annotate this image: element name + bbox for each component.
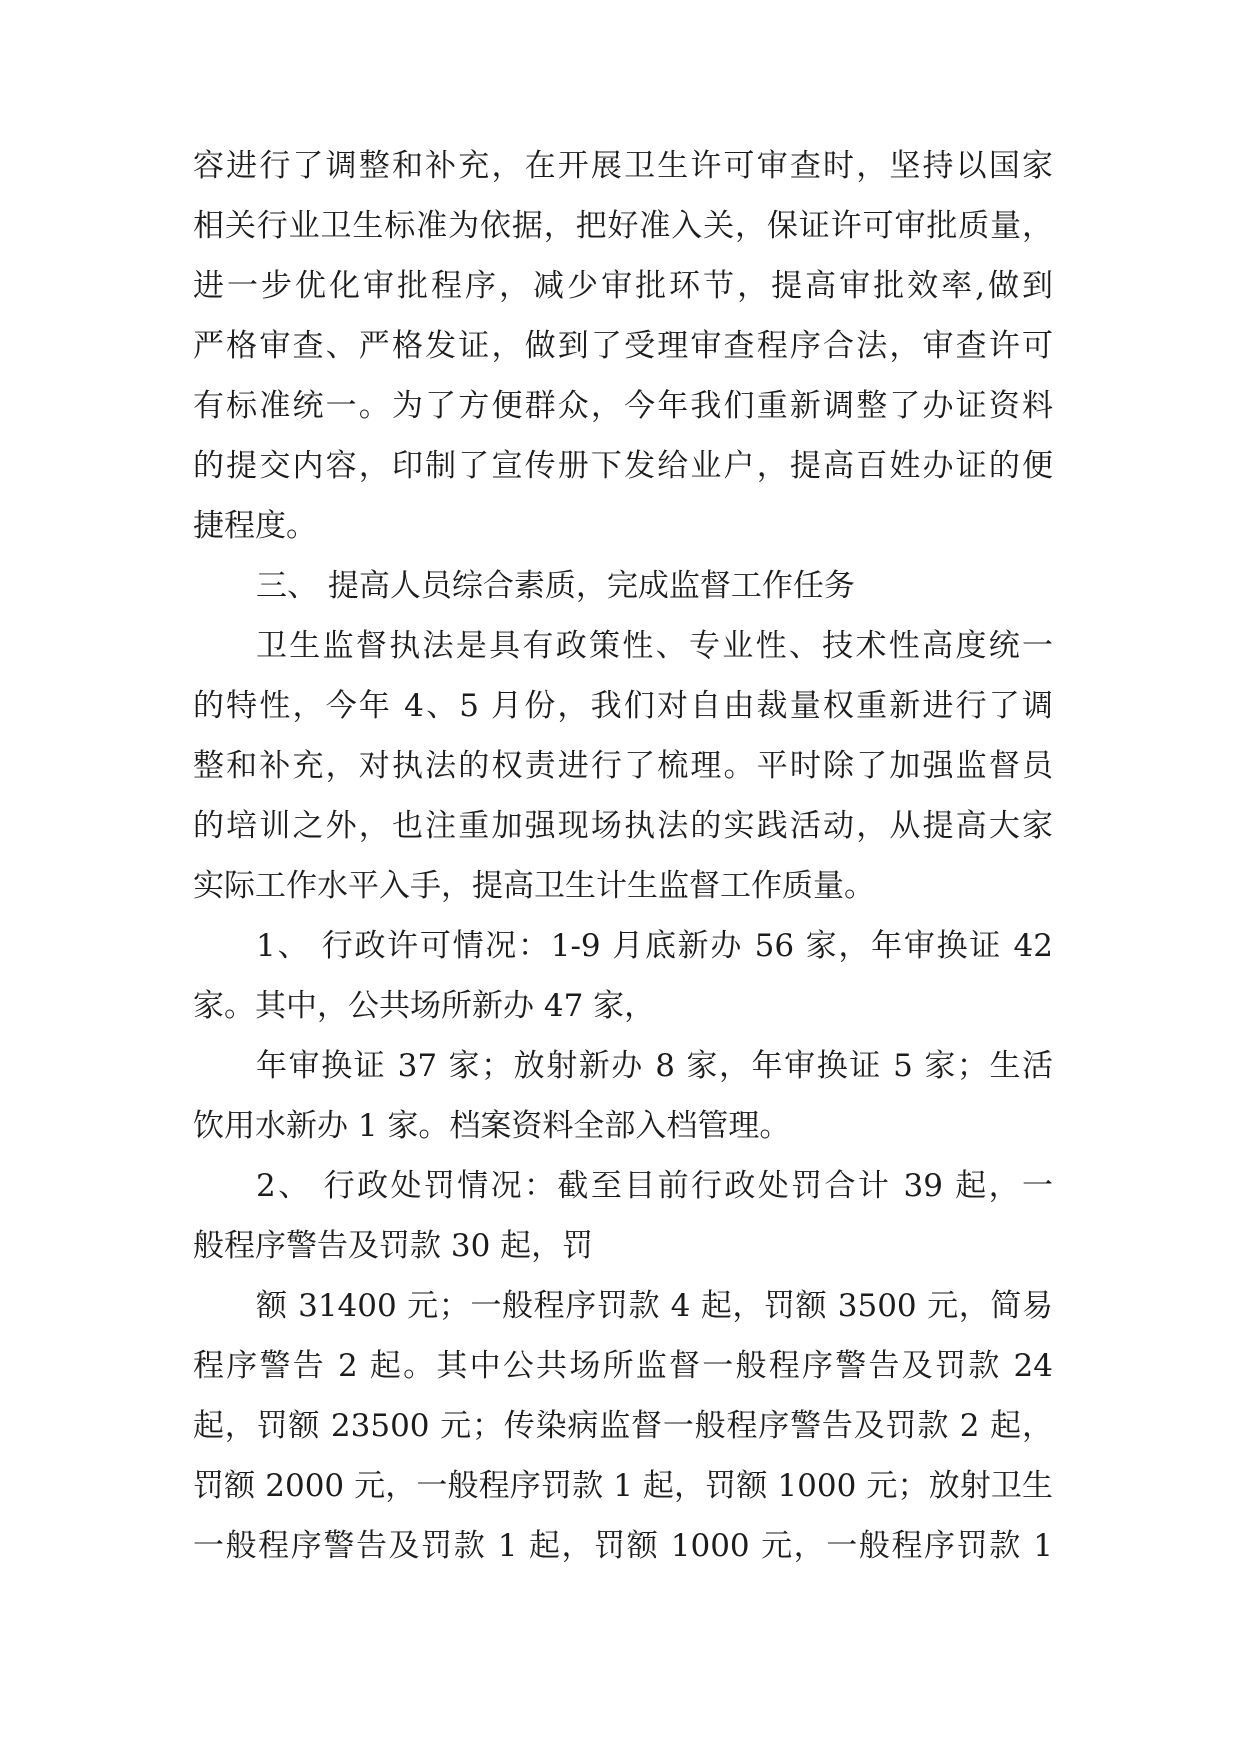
body-text-line: 额 31400 元；一般程序罚款 4 起，罚额 3500 元，简易	[256, 1288, 1053, 1324]
body-text-line: 卫生监督执法是具有政策性、专业性、技术性高度统一	[256, 628, 1053, 664]
body-text-line: 罚额 2000 元，一般程序罚款 1 起，罚额 1000 元；放射卫生	[193, 1468, 1053, 1504]
list-item-line: 1、 行政许可情况：1-9 月底新办 56 家，年审换证 42	[256, 928, 1053, 964]
body-text-line: 的培训之外，也注重加强现场执法的实践活动，从提高大家	[193, 808, 1053, 844]
body-text-line: 的提交内容，印制了宣传册下发给业户，提高百姓办证的便	[193, 448, 1053, 484]
body-text-line: 程序警告 2 起。其中公共场所监督一般程序警告及罚款 24	[193, 1348, 1053, 1384]
body-text-line: 相关行业卫生标准为依据，把好准入关，保证许可审批质量，	[193, 208, 1053, 244]
body-text-line: 的特性，今年 4、5 月份，我们对自由裁量权重新进行了调	[193, 688, 1053, 724]
body-text-line: 年审换证 37 家；放射新办 8 家，年审换证 5 家；生活	[256, 1048, 1053, 1084]
body-text-line: 起，罚额 23500 元；传染病监督一般程序警告及罚款 2 起，	[193, 1408, 1053, 1444]
body-text-line: 严格审查、严格发证，做到了受理审查程序合法，审查许可	[193, 328, 1053, 364]
body-text-line: 有标准统一。为了方便群众，今年我们重新调整了办证资料	[193, 388, 1053, 424]
list-item-line: 般程序警告及罚款 30 起，罚	[193, 1228, 594, 1264]
list-item-line: 家。其中，公共场所新办 47 家，	[193, 988, 656, 1024]
body-text-line: 进一步优化审批程序，减少审批环节，提高审批效率,做到	[193, 268, 1053, 304]
body-text-line: 一般程序警告及罚款 1 起，罚额 1000 元，一般程序罚款 1	[193, 1528, 1053, 1564]
body-text-line: 饮用水新办 1 家。档案资料全部入档管理。	[193, 1108, 791, 1144]
body-text-line: 捷程度。	[193, 508, 317, 544]
body-text-line: 整和补充，对执法的权责进行了梳理。平时除了加强监督员	[193, 748, 1053, 784]
list-item-line: 2、 行政处罚情况：截至目前行政处罚合计 39 起，一	[256, 1168, 1053, 1204]
section-heading: 三、 提高人员综合素质，完成监督工作任务	[256, 568, 855, 604]
body-text-line: 容进行了调整和补充，在开展卫生许可审查时，坚持以国家	[193, 148, 1053, 184]
body-text-line: 实际工作水平入手，提高卫生计生监督工作质量。	[193, 868, 875, 904]
